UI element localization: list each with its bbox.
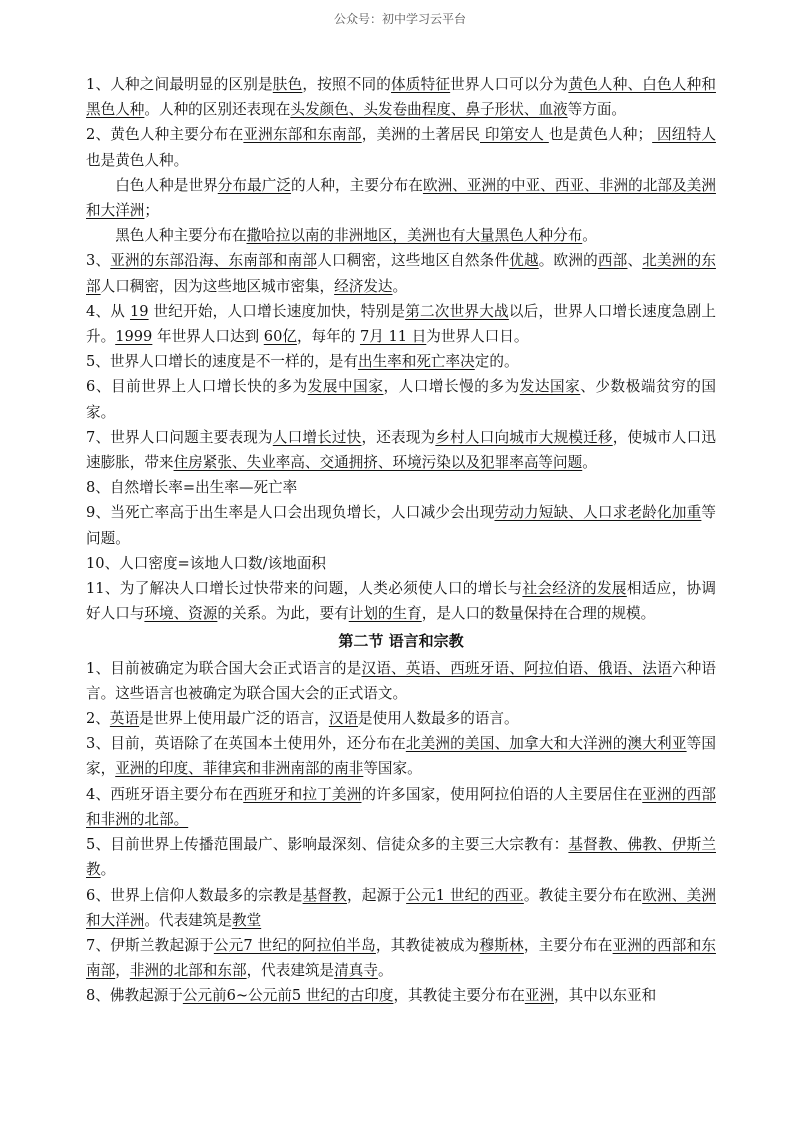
text-segment: 六种语言。这些语言也被确定为联合国大会的正式语文。 bbox=[86, 659, 716, 702]
text-segment: 以后，世界人口增长速度急剧上升。 bbox=[86, 302, 716, 346]
underlined-answer: 黄色人种、白色人种和黑色人种 bbox=[86, 76, 716, 119]
underlined-answer: 基督教 bbox=[302, 886, 347, 904]
paragraph bbox=[86, 475, 716, 500]
underlined-answer: 住房紧张、失业率高、交通拥挤、环境污染以及犯罪率高等问题 bbox=[173, 454, 583, 472]
underlined-answer: 欧洲、美洲和大洋洲 bbox=[86, 886, 716, 929]
text-segment: 、 bbox=[627, 252, 643, 270]
underlined-answer: 西班牙和拉丁美洲 bbox=[243, 785, 362, 803]
text-segment: 。 bbox=[377, 962, 393, 980]
underlined-answer: 肤色 bbox=[272, 76, 303, 93]
paragraph bbox=[86, 173, 716, 223]
paragraph bbox=[86, 248, 716, 298]
text-segment: 的许多国家，使用阿拉伯语的人主要居住在 bbox=[361, 785, 643, 803]
text-segment: 黑色人种主要分布在 bbox=[115, 227, 247, 245]
underlined-answer: 亚洲的东部沿海、东南部和南部 bbox=[110, 252, 318, 270]
underlined-answer: 穆斯林 bbox=[479, 936, 524, 954]
text-segment: ，按照不同的 bbox=[302, 76, 392, 93]
underlined-answer: 撒哈拉以南的非洲地区，美洲也有大量黑色人种分布 bbox=[246, 227, 583, 245]
underlined-answer: 欧洲、亚洲的中亚、西亚、非洲的北部及美洲和大洋洲 bbox=[86, 176, 716, 220]
text-segment: 。 bbox=[582, 454, 597, 472]
text-segment: 1、目前被确定为联合国大会正式语言的是 bbox=[86, 659, 362, 677]
text-segment: 是使用人数最多的语言。 bbox=[358, 710, 519, 728]
underlined-answer: 第二次世界大战 bbox=[405, 302, 509, 320]
text-segment: 2、黄色人种主要分布在 bbox=[86, 126, 244, 144]
underlined-answer: 体质特征 bbox=[391, 76, 451, 93]
text-segment: 等问题。 bbox=[86, 504, 716, 547]
text-segment: 也是黄色人种； bbox=[548, 126, 653, 144]
text-segment: 6、世界上信仰人数最多的宗教是 bbox=[86, 886, 303, 904]
underlined-answer: 1999 bbox=[115, 328, 153, 346]
text-segment: 。教徒主要分布在 bbox=[523, 886, 643, 904]
text-segment: 年世界人口达到 bbox=[152, 328, 264, 346]
text-segment: 9、当死亡率高于出生率是人口会出现负增长，人口减少会出现 bbox=[86, 504, 495, 522]
paragraph bbox=[86, 551, 716, 576]
text-segment: 3、 bbox=[86, 252, 111, 270]
underlined-answer: 经济发达 bbox=[334, 277, 393, 295]
text-segment: 相适应，协调好人口与 bbox=[86, 580, 716, 623]
paragraph bbox=[86, 832, 716, 882]
underlined-answer: 北美洲的东部 bbox=[86, 252, 716, 295]
text-segment: 、少数极端贫穷的国家。 bbox=[86, 378, 716, 421]
text-segment: ，是人口的数量保持在合理的规模。 bbox=[421, 605, 656, 623]
underlined-answer: 社会经济的发展 bbox=[522, 580, 627, 598]
paragraph bbox=[86, 500, 716, 550]
underlined-answer: 印第安人 bbox=[480, 126, 549, 144]
text-segment: 也是黄色人种。 bbox=[86, 151, 189, 169]
underlined-answer: 19 bbox=[129, 302, 149, 320]
text-segment: ，其中以东亚和 bbox=[554, 987, 657, 1005]
text-segment: 8、自然增长率=出生率—死亡率 bbox=[86, 479, 298, 497]
text-segment: 5、世界人口增长的速度是不一样的，是有 bbox=[86, 353, 358, 371]
text-segment: 1、人种之间最明显的区别是 bbox=[86, 76, 273, 93]
underlined-answer: 亚洲的西部和非洲的北部。 bbox=[86, 785, 716, 828]
underlined-answer: 基督教、佛教、伊斯兰教 bbox=[86, 836, 716, 879]
paragraph bbox=[86, 883, 716, 933]
text-segment: 4、西班牙语主要分布在 bbox=[86, 785, 244, 803]
text-segment: 11、为了解决人口增长过快带来的问题，人类必须使人口的增长与 bbox=[86, 580, 523, 598]
text-segment: 7、伊斯兰教起源于 bbox=[86, 936, 214, 954]
underlined-answer: 头发颜色、头发卷曲程度、鼻子形状、血液 bbox=[290, 101, 568, 119]
text-segment: ，还表现为 bbox=[361, 428, 436, 446]
text-segment: 6、目前世界上人口增长快的多为 bbox=[86, 378, 308, 396]
underlined-answer: 发达国家 bbox=[519, 378, 581, 396]
text-segment: 10、人口密度=该地人口数/该地面积 bbox=[86, 554, 327, 572]
text-segment: 8、佛教起源于 bbox=[86, 987, 183, 1005]
underlined-answer: 环境、资源 bbox=[144, 605, 218, 623]
text-segment: 5、目前世界上传播范围最广、影响最深刻、信徒众多的主要三大宗教有： bbox=[86, 836, 569, 854]
text-segment: ，主要分布在 bbox=[523, 936, 613, 954]
underlined-answer: 英语 bbox=[109, 710, 140, 728]
text-segment: 。 bbox=[392, 277, 408, 295]
paragraph bbox=[86, 122, 716, 172]
text-segment: 的人种，主要分布在 bbox=[291, 176, 423, 194]
underlined-answer: 亚洲 bbox=[524, 987, 554, 1005]
underlined-answer: 公元1 世纪的西亚 bbox=[406, 886, 524, 904]
underlined-answer: 优越 bbox=[509, 252, 539, 270]
text-segment: 。人种的区别还表现在 bbox=[144, 101, 291, 119]
text-segment: 等国家。 bbox=[363, 760, 422, 778]
paragraph bbox=[86, 299, 716, 349]
text-segment: 定的。 bbox=[474, 353, 519, 371]
text-segment: ，使城市人口迅速膨胀，带来 bbox=[86, 428, 716, 472]
text-segment: 白色人种是世界 bbox=[115, 176, 218, 194]
text-segment: 。 bbox=[100, 861, 116, 879]
underlined-answer: 因纽特人 bbox=[652, 126, 716, 144]
underlined-answer: 教堂 bbox=[231, 911, 262, 929]
text-segment: 世纪开始，人口增长速度加快，特别是 bbox=[148, 302, 406, 320]
paragraph bbox=[86, 731, 716, 781]
underlined-answer: 人口增长过快 bbox=[272, 428, 362, 446]
underlined-answer: 汉语 bbox=[328, 710, 359, 728]
text-segment: ，其教徒主要分布在 bbox=[393, 987, 525, 1005]
underlined-answer: 清真寺 bbox=[334, 962, 378, 980]
text-segment: 人口稠密，因为这些地区城市密集， bbox=[100, 277, 335, 295]
paragraph bbox=[86, 349, 716, 374]
text-segment: 为世界人口日。 bbox=[426, 328, 529, 346]
paragraph bbox=[86, 706, 716, 731]
text-segment: ； bbox=[144, 202, 159, 220]
document-body bbox=[86, 72, 716, 1009]
text-segment: ，起源于 bbox=[346, 886, 407, 904]
text-segment: 人口稠密，这些地区自然条件 bbox=[317, 252, 510, 270]
paragraph bbox=[86, 223, 716, 248]
text-segment: 。 bbox=[582, 227, 597, 245]
underlined-answer: 发展中国家 bbox=[307, 378, 384, 396]
underlined-answer: 出生率和死亡率决 bbox=[357, 353, 475, 371]
text-segment: 。代表建筑是 bbox=[144, 911, 232, 929]
underlined-answer: 北美洲的美国、加拿大和大洋洲的澳大利亚 bbox=[405, 735, 687, 753]
text-segment: 3、目前，英语除了在英国本土使用外，还分布在 bbox=[86, 735, 406, 753]
text-segment: ，人口增长慢的多为 bbox=[383, 378, 520, 396]
text-segment: 。欧洲的 bbox=[538, 252, 598, 270]
paragraph bbox=[86, 656, 716, 706]
underlined-answer: 劳动力短缺、人口求老龄化加重 bbox=[494, 504, 702, 522]
underlined-answer: 西部 bbox=[597, 252, 628, 270]
underlined-answer: 7月 11 日 bbox=[359, 328, 427, 346]
underlined-answer: 亚洲的印度、菲律宾和非洲南部的南非 bbox=[115, 760, 364, 778]
paragraph bbox=[86, 576, 716, 626]
paragraph bbox=[86, 72, 716, 122]
text-segment: 等国家， bbox=[86, 735, 716, 778]
text-segment: 4、从 bbox=[86, 302, 130, 320]
text-segment: ，其教徒被成为 bbox=[375, 936, 480, 954]
underlined-answer: 非洲的北部和东部 bbox=[129, 962, 247, 980]
text-segment: ，代表建筑是 bbox=[246, 962, 335, 980]
underlined-answer: 公元7 世纪的阿拉伯半岛 bbox=[213, 936, 376, 954]
underlined-answer: 亚洲的西部和东南部 bbox=[86, 936, 716, 980]
paragraph bbox=[86, 933, 716, 983]
section-title: 第二节 语言和宗教 bbox=[338, 632, 464, 651]
underlined-answer: 60亿 bbox=[263, 328, 297, 346]
page-header: 公众号：初中学习云平台 bbox=[333, 12, 466, 26]
text-segment: 是世界上使用最广泛的语言， bbox=[139, 710, 329, 728]
text-segment: 7、世界人口问题主要表现为 bbox=[86, 428, 273, 446]
text-segment: 世界人口可以分为 bbox=[450, 76, 569, 93]
underlined-answer: 乡村人口向城市大规模迁移 bbox=[435, 428, 613, 446]
paragraph bbox=[86, 983, 716, 1008]
underlined-answer: 计划的生育 bbox=[348, 605, 422, 623]
underlined-answer: 分布最广泛 bbox=[217, 176, 292, 194]
underlined-answer: 公元前6~公元前5 世纪的古印度 bbox=[182, 987, 394, 1005]
text-segment: 2、 bbox=[86, 710, 110, 728]
text-segment: ，美洲的土著居民 bbox=[361, 126, 480, 144]
paragraph bbox=[86, 425, 716, 475]
paragraph bbox=[86, 782, 716, 832]
text-segment: ， bbox=[115, 962, 130, 980]
paragraph bbox=[86, 374, 716, 424]
text-segment: ，每年的 bbox=[296, 328, 360, 346]
underlined-answer: 亚洲东部和东南部 bbox=[243, 126, 362, 144]
text-segment: 等方面。 bbox=[567, 101, 627, 119]
text-segment: 的关系。为此，要有 bbox=[217, 605, 349, 623]
underlined-answer: 汉语、英语、西班牙语、阿拉伯语、俄语、法语 bbox=[361, 659, 672, 677]
